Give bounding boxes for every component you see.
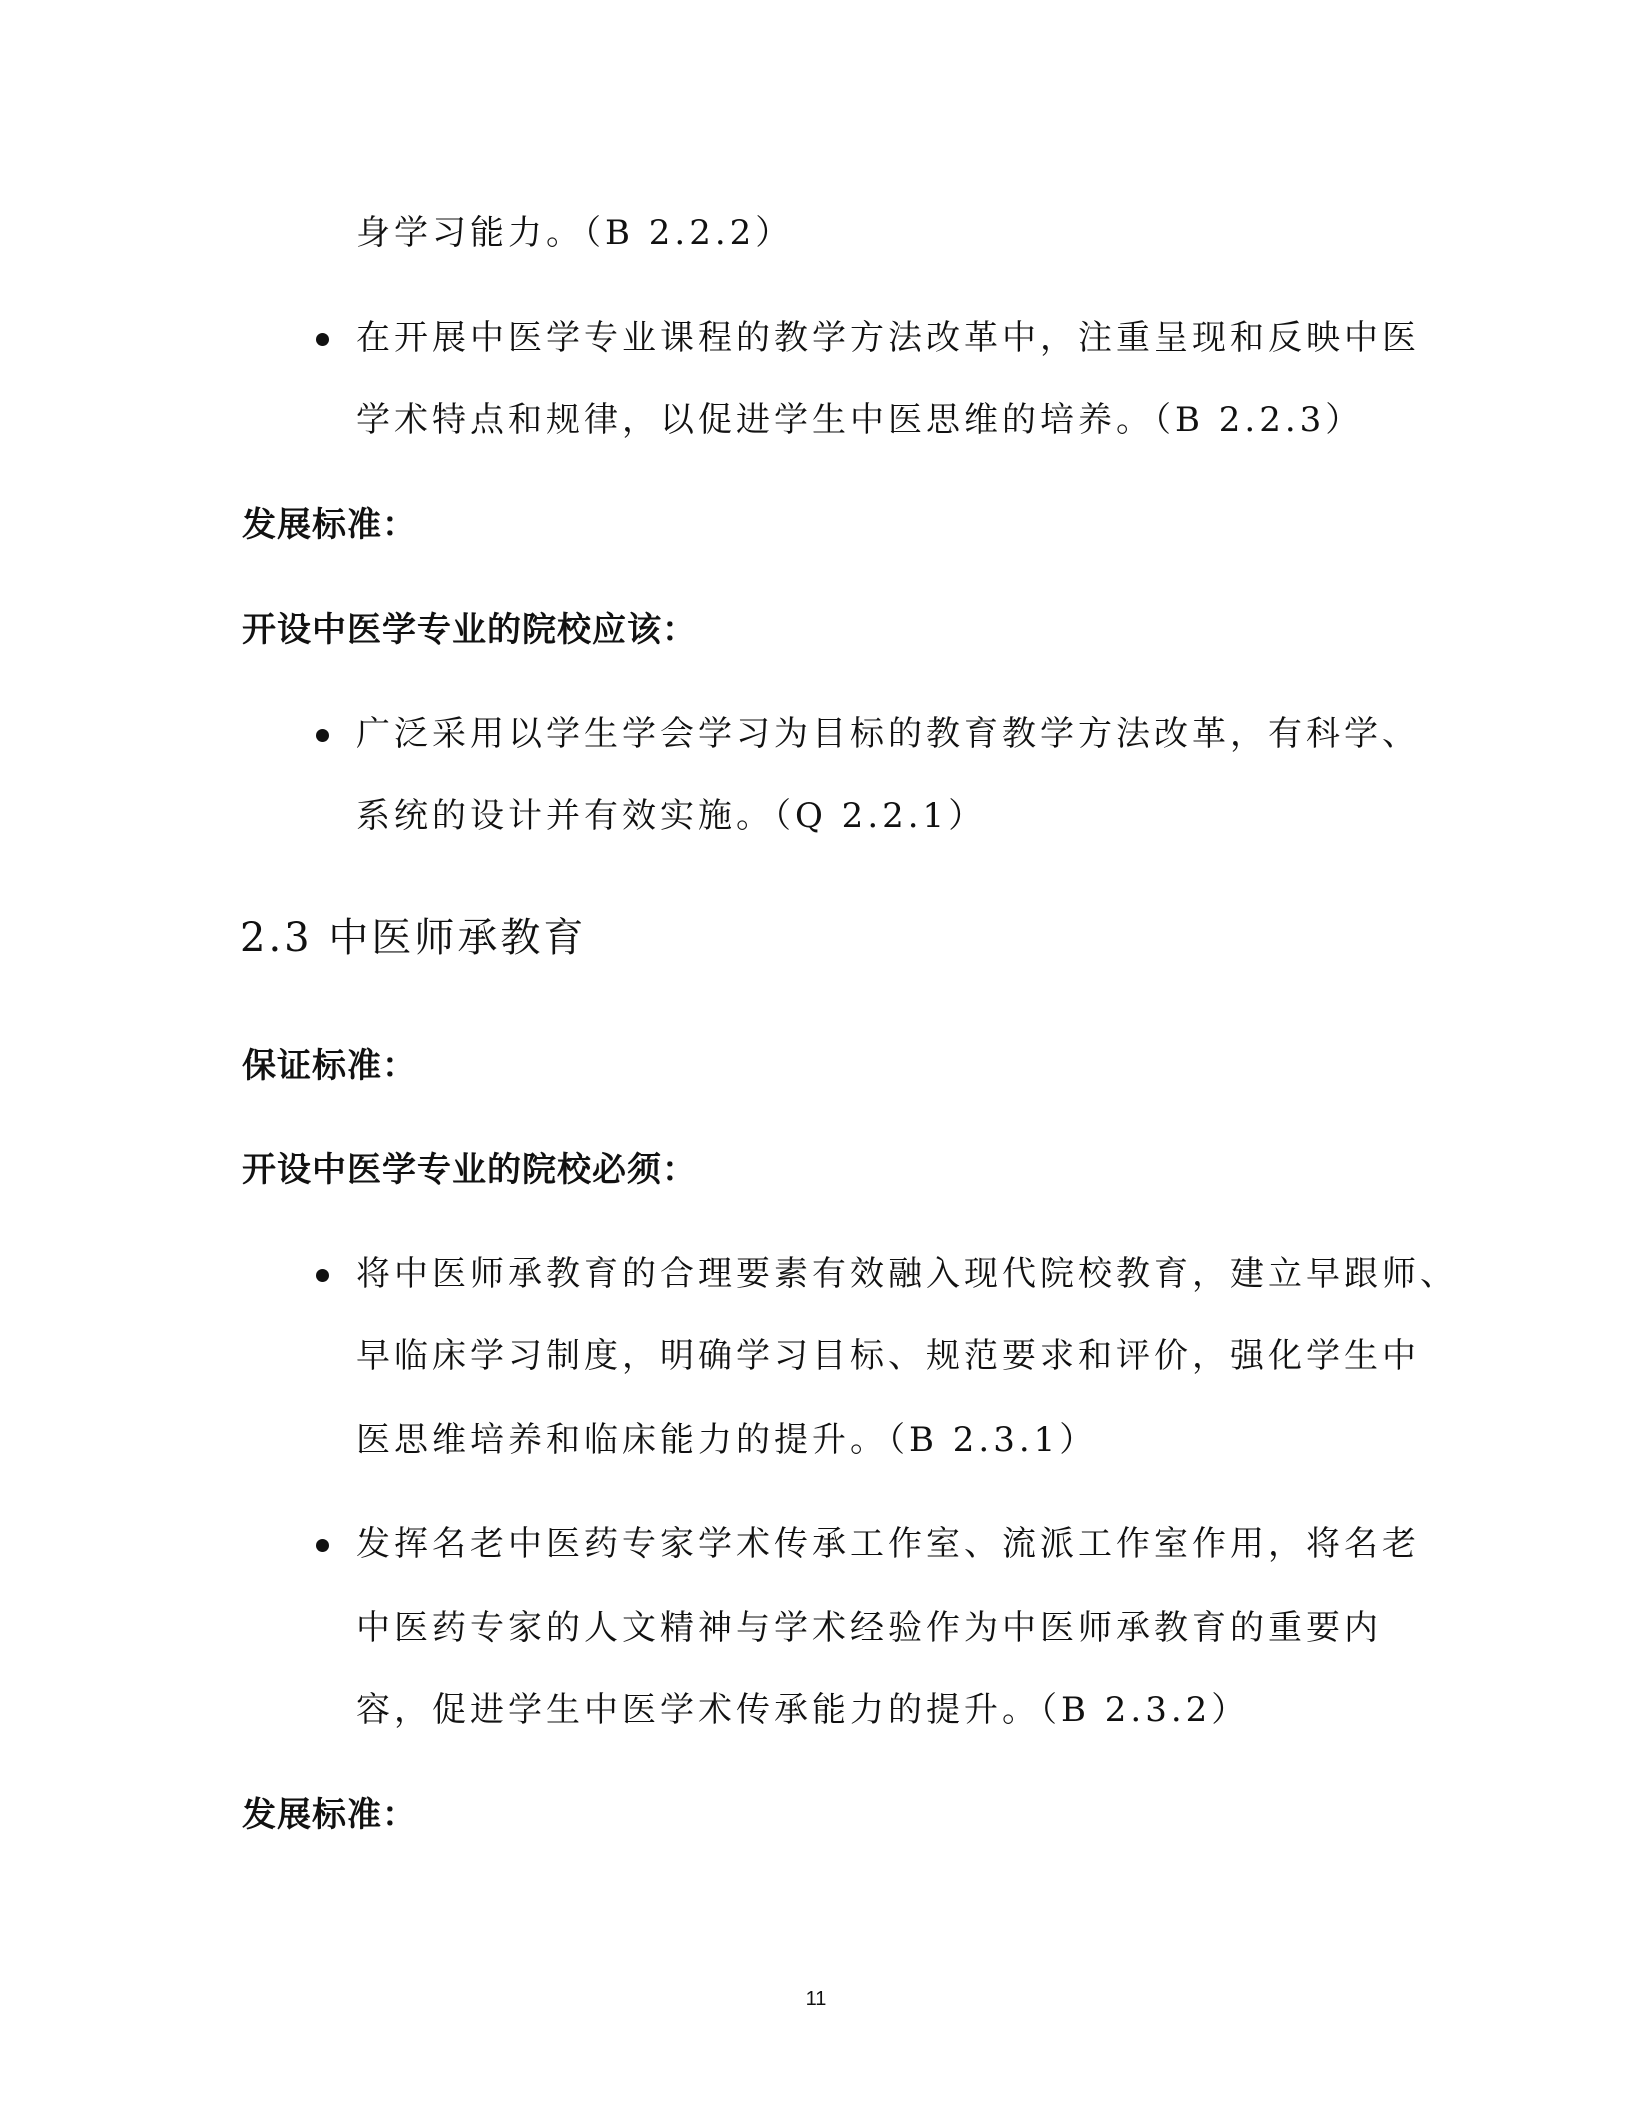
paragraph-line: 身学习能力。（B 2.2.2）	[356, 213, 794, 253]
must-label: 开设中医学专业的院校必须：	[242, 1150, 697, 1190]
development-standard-label: 发展标准：	[242, 1795, 417, 1835]
paragraph-line: 在开展中医学专业课程的教学方法改革中，注重呈现和反映中医	[356, 318, 1420, 358]
bullet-icon	[316, 729, 329, 742]
bullet-icon	[316, 333, 329, 346]
paragraph-line: 医思维培养和临床能力的提升。（B 2.3.1）	[356, 1420, 1098, 1460]
paragraph-line: 将中医师承教育的合理要素有效融入现代院校教育，建立早跟师、	[356, 1254, 1458, 1294]
bullet-icon	[316, 1269, 329, 1282]
should-label: 开设中医学专业的院校应该：	[242, 610, 697, 650]
bullet-icon	[316, 1539, 329, 1552]
section-heading: 2.3 中医师承教育	[240, 915, 587, 961]
guarantee-standard-label: 保证标准：	[242, 1046, 417, 1086]
paragraph-line: 早临床学习制度，明确学习目标、规范要求和评价，强化学生中	[356, 1336, 1420, 1376]
paragraph-line: 广泛采用以学生学会学习为目标的教育教学方法改革，有科学、	[356, 714, 1420, 754]
paragraph-line: 系统的设计并有效实施。（Q 2.2.1）	[356, 796, 987, 836]
paragraph-line: 发挥名老中医药专家学术传承工作室、流派工作室作用，将名老	[356, 1524, 1420, 1564]
page-number: 11	[805, 1988, 827, 2010]
paragraph-line: 容，促进学生中医学术传承能力的提升。（B 2.3.2）	[356, 1690, 1250, 1730]
paragraph-line: 学术特点和规律，以促进学生中医思维的培养。（B 2.2.3）	[356, 400, 1364, 440]
paragraph-line: 中医药专家的人文精神与学术经验作为中医师承教育的重要内	[356, 1608, 1382, 1648]
development-standard-label: 发展标准：	[242, 505, 417, 545]
